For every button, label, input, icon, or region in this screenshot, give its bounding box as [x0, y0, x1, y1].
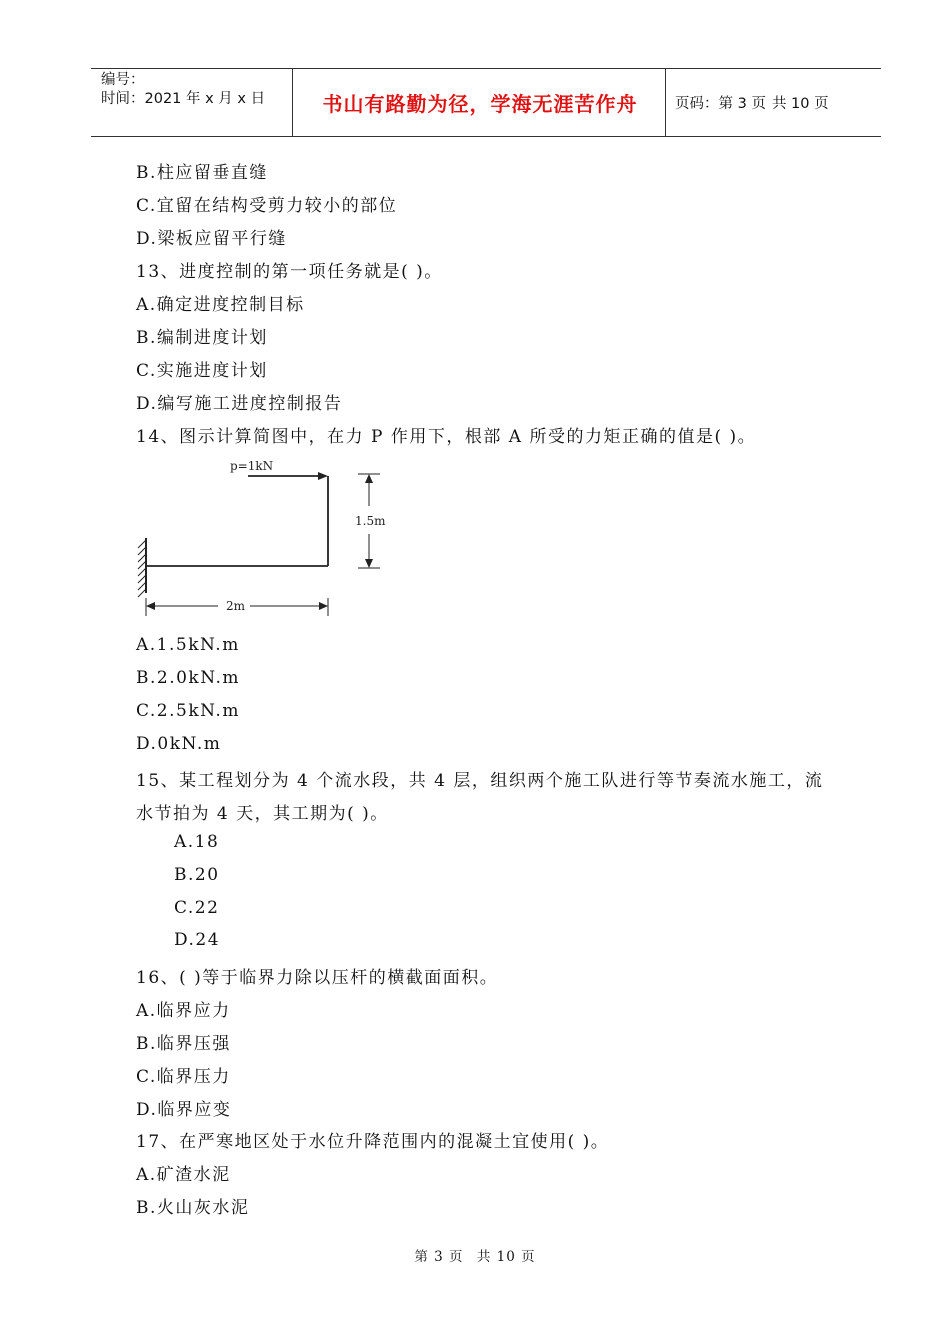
- option-line: C.22: [174, 898, 220, 918]
- option-line: A.确定进度控制目标: [136, 295, 305, 315]
- width-label: 2m: [226, 599, 246, 613]
- footer-total: 共 10 页: [476, 1249, 536, 1265]
- cantilever-diagram: [130, 448, 400, 626]
- option-line: D.0kN.m: [136, 734, 222, 754]
- dim-arrowhead: [146, 602, 155, 610]
- dim-arrowhead: [365, 559, 373, 568]
- header-page-info: [675, 69, 835, 136]
- option-line: B.火山灰水泥: [136, 1198, 250, 1218]
- option-line: B.临界压强: [136, 1034, 231, 1054]
- option-line: C.临界压力: [136, 1067, 231, 1087]
- option-line: D.编写施工进度控制报告: [136, 394, 343, 414]
- question-line: 13、进度控制的第一项任务就是( )。: [136, 262, 443, 282]
- dim-arrowhead: [319, 602, 328, 610]
- dim-arrowhead: [365, 474, 373, 483]
- page-footer: [0, 1245, 950, 1265]
- question-line: 16、( )等于临界力除以压杆的横截面面积。: [136, 968, 499, 988]
- option-line: C.宜留在结构受剪力较小的部位: [136, 196, 398, 216]
- total-label: 共 10 页: [771, 96, 829, 112]
- question-line: 17、在严寒地区处于水位升降范围内的混凝土宜使用( )。: [136, 1132, 610, 1152]
- option-line: B.柱应留垂直缝: [136, 163, 268, 183]
- option-line: C.实施进度计划: [136, 361, 268, 381]
- force-arrowhead: [318, 472, 328, 480]
- option-line: D.梁板应留平行缝: [136, 229, 287, 249]
- footer-page: 第 3 页: [414, 1249, 464, 1265]
- option-line: B.编制进度计划: [136, 328, 268, 348]
- option-line: A.1.5kN.m: [136, 635, 240, 655]
- option-line: D.24: [174, 930, 221, 950]
- wall-hatching: [138, 540, 146, 597]
- force-label: p=1kN: [230, 459, 274, 473]
- height-label: 1.5m: [355, 514, 386, 528]
- question-line: 14、图示计算简图中，在力 P 作用下，根部 A 所受的力矩正确的值是( )。: [136, 427, 757, 447]
- option-line: B.2.0kN.m: [136, 668, 241, 688]
- page-label: 页码：第 3 页: [675, 96, 766, 112]
- question-line: 水节拍为 4 天，其工期为( )。: [136, 804, 389, 824]
- header-motto: 书山有路勤为径，学海无涯苦作舟: [322, 92, 638, 116]
- code-label: 编号：: [101, 72, 145, 88]
- page-header: [91, 68, 881, 137]
- time-label: 时间：2021 年 x 月 x 日: [101, 91, 266, 107]
- option-line: B.20: [174, 865, 220, 885]
- header-divider: [665, 69, 666, 136]
- option-line: A.矿渣水泥: [136, 1165, 231, 1185]
- option-line: C.2.5kN.m: [136, 701, 240, 721]
- question-line: 15、某工程划分为 4 个流水段，共 4 层，组织两个施工队进行等节奏流水施工，流: [136, 771, 824, 791]
- option-line: A.临界应力: [136, 1001, 231, 1021]
- header-meta: [101, 71, 265, 109]
- option-line: D.临界应变: [136, 1100, 232, 1120]
- option-line: A.18: [174, 832, 220, 852]
